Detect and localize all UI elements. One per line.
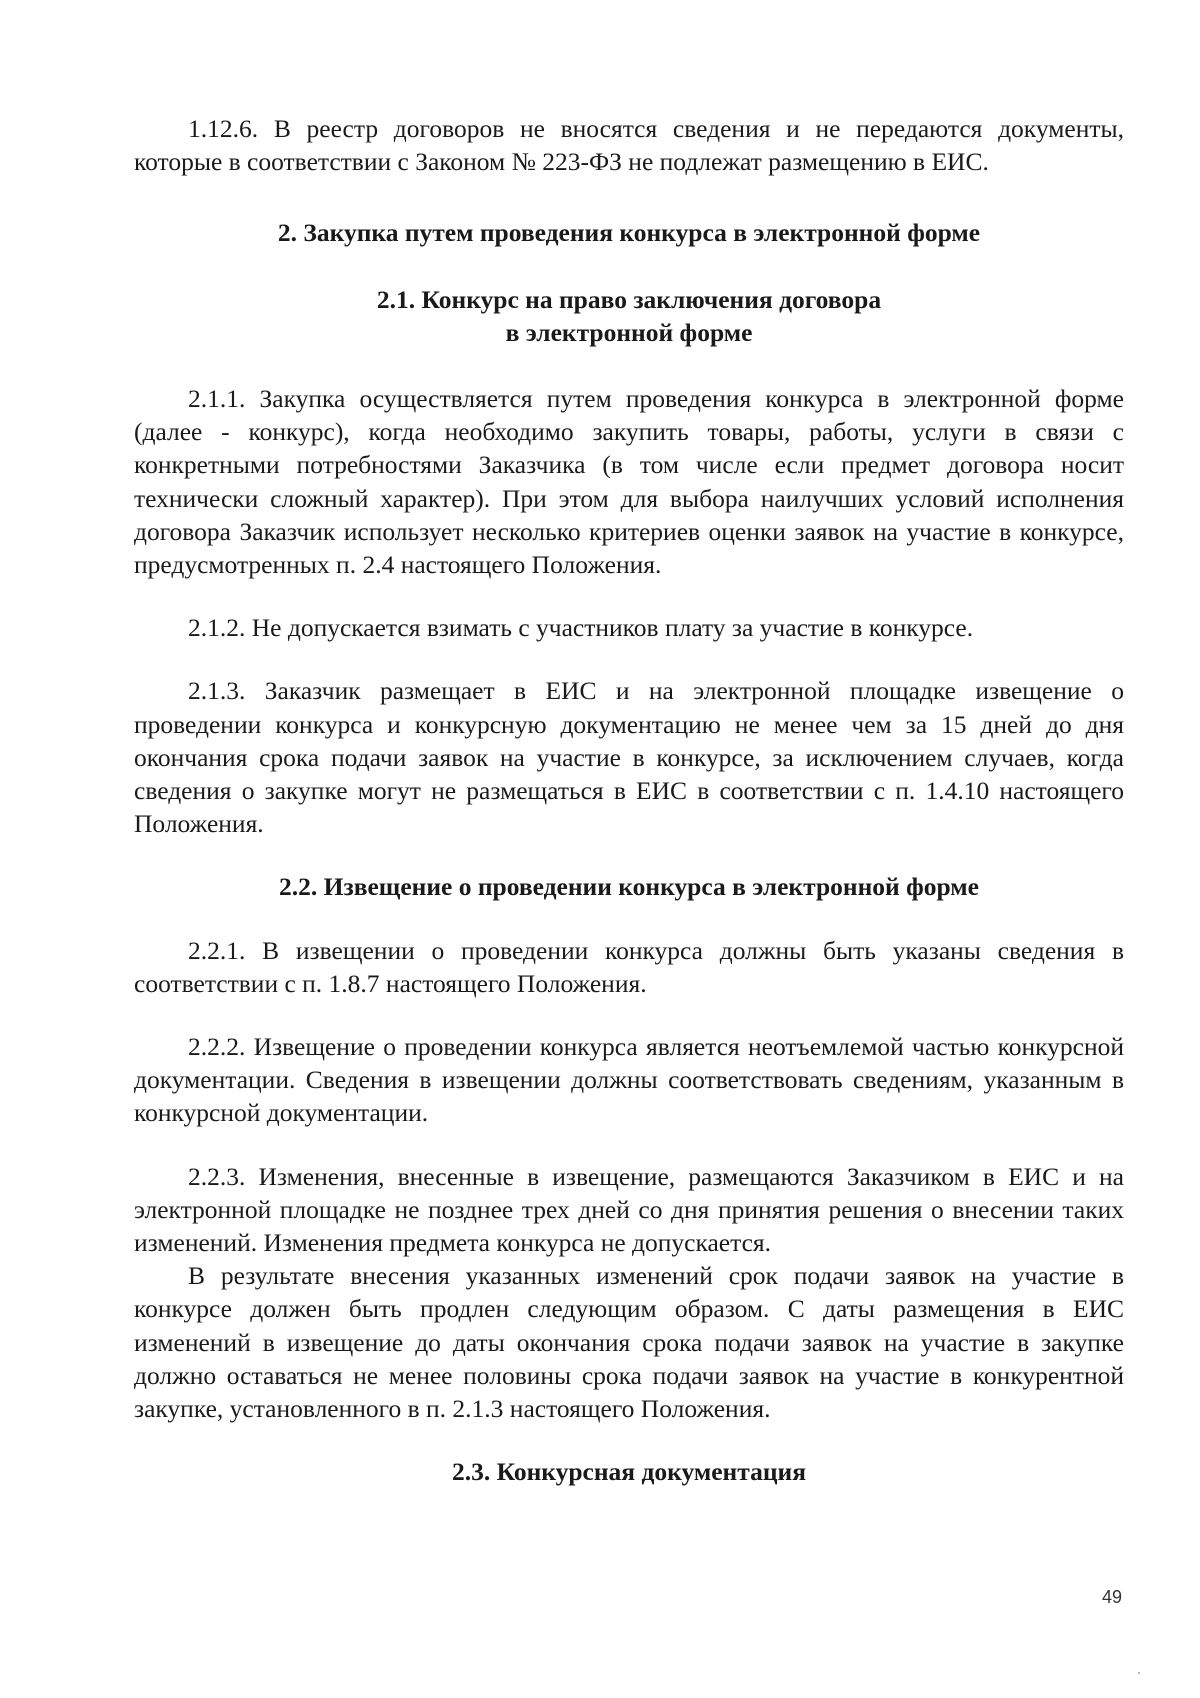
subsection-heading-2-1 <box>134 283 1124 349</box>
scan-speck <box>1138 1672 1140 1674</box>
spacer <box>134 581 1124 611</box>
spacer <box>134 178 1124 216</box>
page-content <box>134 112 1124 1489</box>
spacer <box>134 644 1124 674</box>
paragraph-2-1-2: 2.1.2. Не допускается взимать с участников плату за участие в конкурсе. <box>188 613 974 643</box>
paragraph-2-2-2: 2.2.2. Извещение о проведении конкурса является неотъемлемой частью конкурсной документации. Сведения в извещении должны соответствовать сведениям, указанным в конкурсной документации. <box>134 1032 1124 1128</box>
spacer <box>134 250 1124 283</box>
paragraph-2-2-1: 2.2.1. В извещении о проведении конкурса должны быть указаны сведения в соответствии с п. 1.8.7 настоящего Положения. <box>134 935 1124 998</box>
spacer <box>134 840 1124 870</box>
paragraph-2-2-3-continuation: В результате внесения указанных изменений срок подачи заявок на участие в конкурсе должен быть продлен следующим образом. С даты размещения в ЕИС изменений в извещение до даты окончания срока подачи заявок на участие в закупке должно оставаться не менее половины срока подачи заявок на участие в конкурентной закупке, установленного в п. 2.1.3 настоящего Положения. <box>134 1261 1124 1424</box>
spacer <box>134 1000 1124 1030</box>
page-number: 49 <box>1101 1587 1122 1607</box>
subsection-heading-2-1-line1: 2.1. Конкурс на право заключения договора <box>376 284 882 314</box>
subsection-heading-2-2: 2.2. Извещение о проведении конкурса в электронной форме <box>279 872 979 902</box>
paragraph-2-1-1: 2.1.1. Закупка осуществляется путем проведения конкурса в электронной форме (далее - конкурс), когда необходимо закупить товары, работы, услуги в связи с конкретными потребностями Заказчика (в том числе если предмет договора носит технически сложный характер). При этом для выбора наилучших условий исполнения договора Заказчик использует несколько критериев оценки заявок на участие в конкурсе, предусмотренных п. 2.4 настоящего Положения. <box>134 384 1124 580</box>
subsection-heading-2-1-line2: в электронной форме <box>505 317 753 347</box>
section-heading-2: 2. Закупка путем проведения конкурса в электронной форме <box>277 218 981 248</box>
spacer <box>134 1425 1124 1455</box>
paragraph-2-1-3: 2.1.3. Заказчик размещает в ЕИС и на электронной площадке извещение о проведении конкурса и конкурсную документацию не менее чем за 15 дней до дня окончания срока подачи заявок на участие в конкурсе, за исключением случаев, когда сведения о закупке могут не размещаться в ЕИС в соответствии с п. 1.4.10 настоящего Положения. <box>134 676 1124 839</box>
subsection-heading-2-3: 2.3. Конкурсная документация <box>451 1457 807 1487</box>
spacer <box>134 349 1124 382</box>
paragraph-2-2-3: 2.2.3. Изменения, внесенные в извещение, размещаются Заказчиком в ЕИС и на электронной площадке не позднее трех дней со дня принятия решения о внесении таких изменений. Изменения предмета конкурса не допускается. <box>134 1161 1124 1258</box>
paragraph-1-12-6: 1.12.6. В реестр договоров не вносятся сведения и не передаются документы, которые в соответствии с Законом № 223-ФЗ не подлежат размещению в ЕИС. <box>134 114 1124 177</box>
spacer <box>134 1130 1124 1160</box>
spacer <box>134 904 1124 934</box>
